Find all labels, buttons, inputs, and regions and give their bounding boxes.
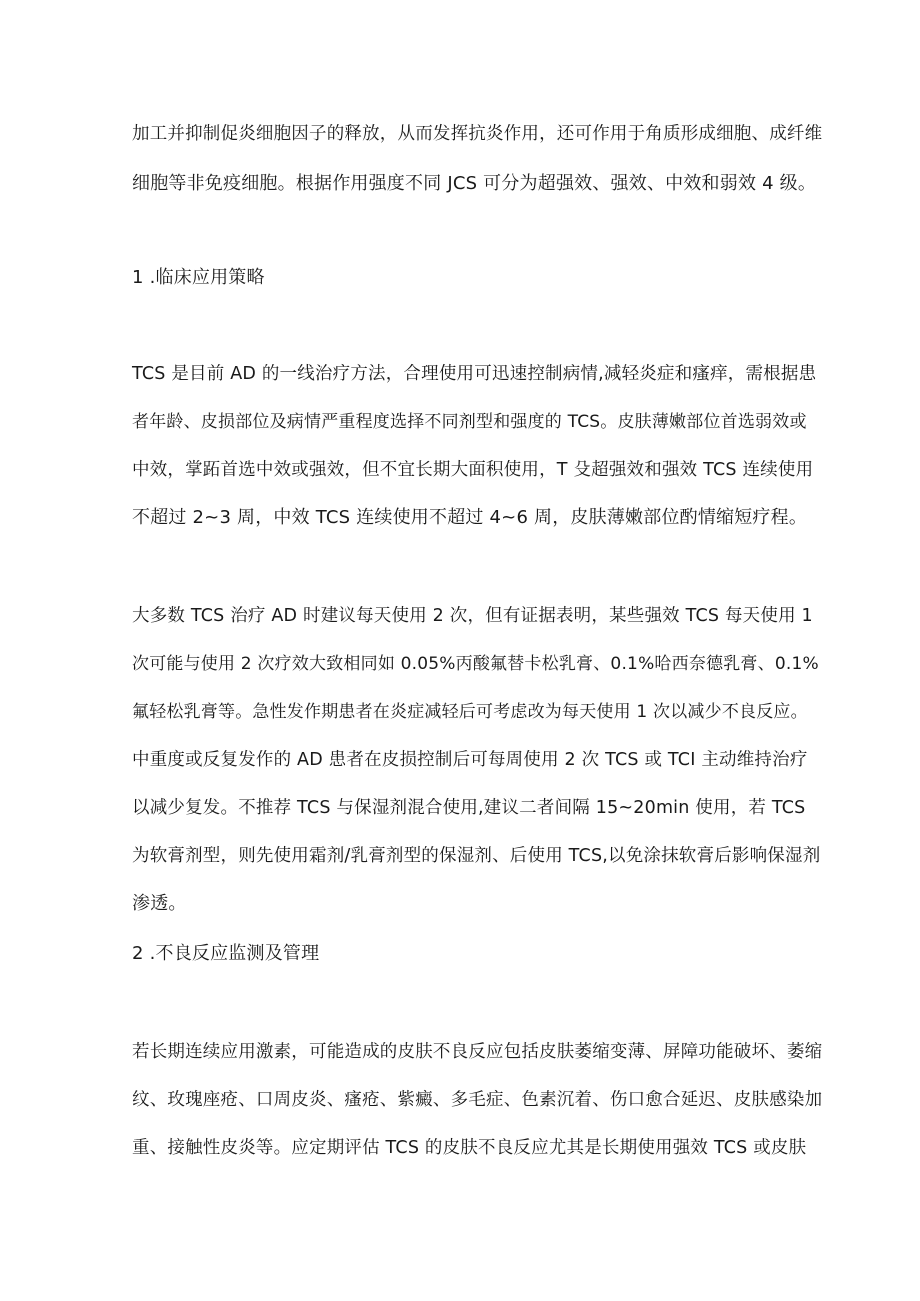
paragraph-3-line-7: 渗透。: [132, 893, 187, 914]
paragraph-2-line-4: 不超过 2~3 周，中效 TCS 连续使用不超过 4~6 周，皮肤薄嫩部位酌情缩短疗程。: [132, 507, 808, 528]
paragraph-1-line-2: 细胞等非免疫细胞。根据作用强度不同 JCS 可分为超强效、强效、中效和弱效 4 级。: [132, 173, 817, 194]
paragraph-3-line-6: 为软膏剂型，则先使用霜剂/乳膏剂型的保湿剂、后使用 TCS,以免涂抹软膏后影响保湿剂: [132, 846, 821, 866]
paragraph-3-line-4: 中重度或反复发作的 AD 患者在皮损控制后可每周使用 2 次 TCS 或 TCI 主动维持治疗: [132, 750, 808, 770]
section-heading-2: 2 .不良反应监测及管理: [132, 943, 320, 964]
paragraph-2-line-2: 者年龄、皮损部位及病情严重程度选择不同剂型和强度的 TCS。皮肤薄嫩部位首选弱效或: [132, 412, 807, 432]
paragraph-4-line-1: 若长期连续应用激素，可能造成的皮肤不良反应包括皮肤萎缩变薄、屏障功能破坏、萎缩: [132, 1042, 823, 1062]
paragraph-3-line-1: 大多数 TCS 治疗 AD 时建议每天使用 2 次，但有证据表明，某些强效 TCS 每天使用 1: [132, 606, 813, 626]
section-heading-1: 1 .临床应用策略: [132, 267, 265, 288]
paragraph-4-line-2: 纹、玫瑰座疮、口周皮炎、瘙疮、紫癜、多毛症、色素沉着、伤口愈合延迟、皮肤感染加: [132, 1090, 823, 1110]
paragraph-2-line-1: TCS 是目前 AD 的一线治疗方法，合理使用可迅速控制病情,减轻炎症和瘙痒，需根据患: [132, 364, 817, 384]
paragraph-4-line-3: 重、接触性皮炎等。应定期评估 TCS 的皮肤不良反应尤其是长期使用强效 TCS 或皮肤: [132, 1138, 807, 1158]
paragraph-3-line-5: 以减少复发。不推荐 TCS 与保湿剂混合使用,建议二者间隔 15~20min 使用，若 TCS: [132, 798, 806, 818]
paragraph-3-line-2: 次可能与使用 2 次疗效大致相同如 0.05%丙酸氟替卡松乳膏、0.1%哈西奈德乳膏、0.1%: [132, 654, 819, 674]
paragraph-1-line-1: 加工并抑制促炎细胞因子的释放，从而发挥抗炎作用，还可作用于角质形成细胞、成纤维: [132, 124, 823, 144]
paragraph-2-line-3: 中效，掌跖首选中效或强效，但不宜长期大面积使用，T 殳超强效和强效 TCS 连续使用: [132, 460, 814, 480]
paragraph-3-line-3: 氟轻松乳膏等。急性发作期患者在炎症减轻后可考虑改为每天使用 1 次以减少不良反应。: [132, 702, 808, 722]
